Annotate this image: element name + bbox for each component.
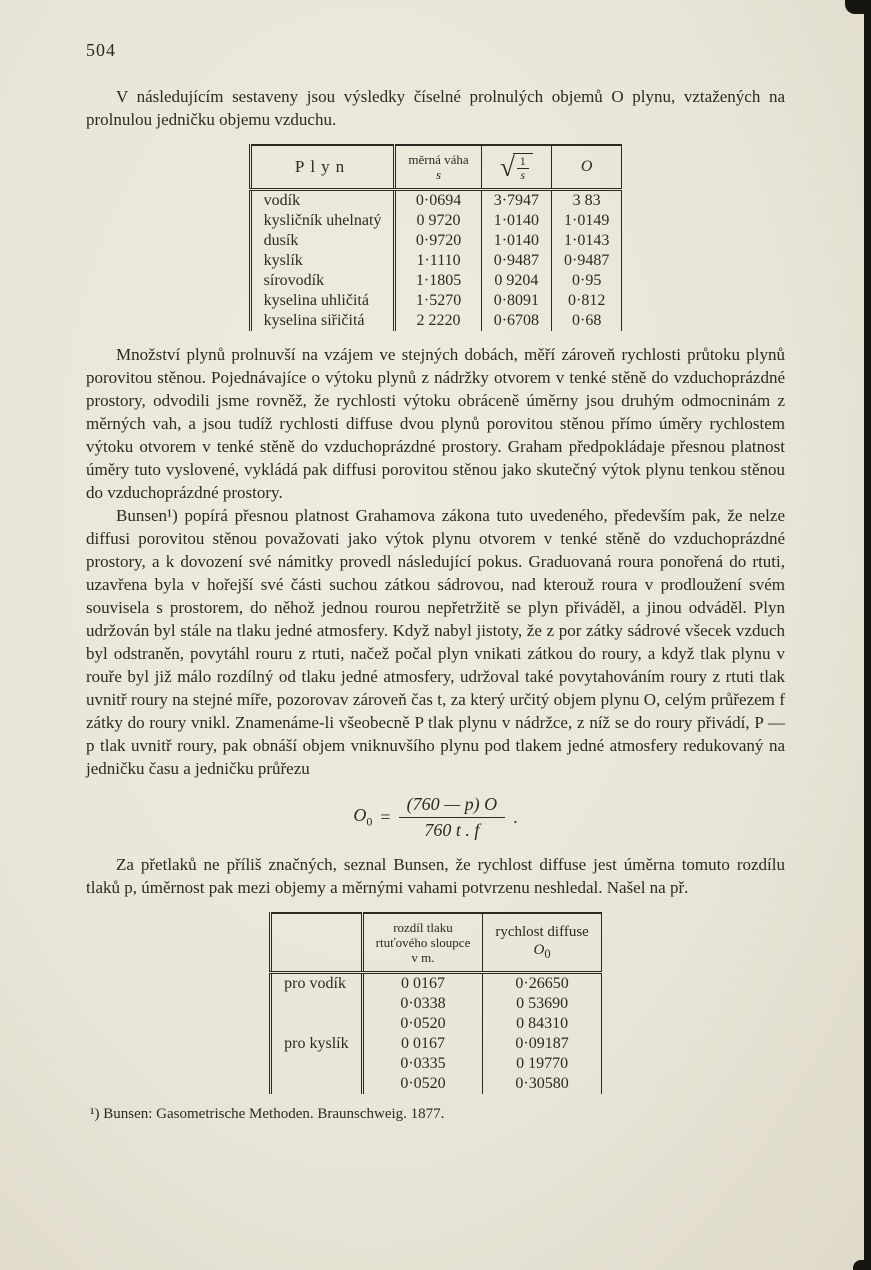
table-cell: pro kyslík	[284, 1035, 349, 1052]
table-cell: 1·1110	[395, 251, 481, 271]
page-number: 504	[86, 40, 116, 60]
table-cell: 0·8091	[481, 291, 551, 311]
scan-corner-bottom-right	[853, 1260, 871, 1270]
table-cell	[271, 1074, 362, 1094]
pressure-diffusion-table	[269, 912, 602, 1094]
table-cell: 0 19770	[483, 1054, 601, 1074]
table-cell: kyslík	[263, 252, 303, 269]
formula-lhs: $O_0$	[353, 805, 373, 829]
table-header-row	[271, 913, 602, 973]
table-cell: 1·5270	[395, 291, 481, 311]
table-row	[250, 251, 622, 271]
column-header-empty	[271, 913, 362, 973]
radical-expression: √ $\frac{1}{s}$	[500, 153, 533, 182]
table-cell: 0·0335	[362, 1054, 483, 1074]
paragraph-bunsen-experiment: Bunsen¹) popírá přesnou platnost Grahamova zákona tuto uvedeného, především pak, že nelze diffusi porovitou stěnou považovati jako výtok plynu otvorem v tenké stěně do vzduchoprázdné prostory, a k dovození své námitky provedl následující pokus. Graduovaná roura ponořená do rtuti, uzavřena byla v hořejší své části suchou zátkou sádrovou, nad kterouž roura v prodloužení svém souvisela s prostorem, do něhož jednou rourou nepřetržitě se plyn přiváděl, a jinou odváděl. Plyn udržován byl stále na tlaku jedné atmosfery. Když nabyl jistoty, že z por zátky sádrové všecek vzduch byl odstraněn, povytáhl rouru z rtuti, načež počal plyn vnikati zátkou do roury, a když tlak plynu v rouře byl již málo rozdílný od tlaku jedné atmosfery, udržoval také povytahováním roury z rtuti tlak uvnitř roury na stejné míře, pozorovav zároveň čas t, za který určitý objem plynu O, celým průřezem f zátky do roury vnikl. Znamenáme-li všeobecně P tlak plynu v nádržce, z níž se do roury přivádí, P — p tlak uvnitř roury, pak obnáší objem vniknuvšího plynu pod tlakem jedné atmosfery redukovaný na jedničku času a jedničku průřezu	[86, 506, 785, 778]
table-cell: 0·0520	[362, 1014, 483, 1034]
table-cell: vodík	[263, 192, 301, 209]
table-cell: 0·812	[552, 291, 622, 311]
column-header-merna-vaha: měrná váha s	[395, 145, 481, 190]
table-cell	[271, 994, 362, 1014]
table-cell: 3·7947	[481, 190, 551, 212]
table-cell: 0·9487	[552, 251, 622, 271]
table-cell: dusík	[263, 232, 299, 249]
table-cell: sírovodík	[263, 272, 325, 289]
column-header-o: O	[552, 145, 622, 190]
footnote: ¹) Bunsen: Gasometrische Methoden. Braunschweig. 1877.	[90, 1106, 445, 1122]
table-cell: kysličník uhelnatý	[263, 212, 382, 229]
table-cell: 0·0338	[362, 994, 483, 1014]
table-cell: 1·1805	[395, 271, 481, 291]
paragraph-intro: V následujícím sestaveny jsou výsledky číselné prolnulých objemů O plynu, vztažených na prolnulou jedničku objemu vzduchu.	[86, 87, 785, 129]
table-cell: 0 84310	[483, 1014, 601, 1034]
table-row	[271, 1054, 602, 1074]
table-cell: 0·95	[552, 271, 622, 291]
table-row	[271, 1074, 602, 1094]
table-cell: 0 0167	[362, 973, 483, 995]
table-cell: 0·0694	[395, 190, 481, 212]
table-cell: kyselina siřičitá	[263, 312, 365, 329]
column-header-pressure-diff: rozdíl tlaku rtuťového sloupce v m.	[362, 913, 483, 973]
table-cell: 0 9204	[481, 271, 551, 291]
column-header-diffusion-speed: rychlost diffuse $O_0$	[483, 913, 601, 973]
table-row	[271, 1034, 602, 1054]
formula	[86, 794, 785, 841]
table-cell: 3 83	[552, 190, 622, 212]
table-cell: 0·26650	[483, 973, 601, 995]
radical-icon: √	[499, 151, 515, 182]
formula-numerator: (760 — p) O	[399, 794, 506, 818]
table-cell: 1·0140	[481, 231, 551, 251]
table-cell: 0·9487	[481, 251, 551, 271]
table-row	[250, 231, 622, 251]
o-zero-symbol: $O_0$	[533, 941, 551, 961]
table-row	[250, 311, 622, 331]
table-cell: kyselina uhličitá	[263, 292, 369, 309]
gas-diffusion-table	[249, 144, 623, 331]
paragraph-conclusion: Za přetlaků ne příliš značných, seznal Bunsen, že rychlost diffuse jest úměrna tomuto rozdílu tlaků p, úměrnost pak mezi objemy a měrnými vahami potvrzenu neshledal. Našel na př.	[86, 855, 785, 897]
table-row	[250, 271, 622, 291]
column-header-plyn: Plyn	[250, 145, 395, 190]
table-row	[250, 190, 622, 212]
table-row	[271, 994, 602, 1014]
table-row	[271, 973, 602, 995]
table-cell: 0·68	[552, 311, 622, 331]
equals-sign: =	[380, 807, 391, 827]
table-cell	[271, 1054, 362, 1074]
table-header-row	[250, 145, 622, 190]
table-cell: 0·6708	[481, 311, 551, 331]
table-cell: 1·0143	[552, 231, 622, 251]
paragraph-diffusion: Množství plynů prolnuvší na vzájem ve stejných dobách, měří zároveň rychlosti průtoku plynů porovitou stěnou. Pojednávajíce o výtoku plynů z nádržky otvorem v tenké stěně do vzduchoprázdné prostory, odvodili jsme rovněž, že rychlosti výtoku obráceně úměrny jsou druhým odmocninám z měrných vah, a jsou tudíž rychlosti diffuse dvou plynů porovitou stěnou přímo úměry rychlostem výtoku otvorem v tenké stěně do vzduchoprázdné prostory. Graham předpokládaje přesnou platnost úměry tuto vyslovené, vykládá pak diffusi porovitou stěnou jako skutečný výtok plynu tenkou stěnou do vzduchoprázdné prostory.	[86, 345, 785, 502]
table-cell: 0 0167	[362, 1034, 483, 1054]
formula-denominator: 760 t . f	[424, 820, 480, 840]
table-cell: pro vodík	[284, 975, 346, 992]
table-cell: 0·0520	[362, 1074, 483, 1094]
table-cell	[271, 1014, 362, 1034]
table-cell: 0 9720	[395, 211, 481, 231]
table-cell: 1·0149	[552, 211, 622, 231]
formula-period: .	[513, 807, 518, 827]
table-row	[250, 291, 622, 311]
table-row	[271, 1014, 602, 1034]
table-cell: 0·9720	[395, 231, 481, 251]
formula-fraction	[399, 794, 506, 841]
table-cell: 0 53690	[483, 994, 601, 1014]
table-cell: 0·30580	[483, 1074, 601, 1094]
column-header-sqrt	[481, 145, 551, 190]
table-cell: 1·0140	[481, 211, 551, 231]
table-row	[250, 211, 622, 231]
table-cell: 2 2220	[395, 311, 481, 331]
table-cell: 0·09187	[483, 1034, 601, 1054]
